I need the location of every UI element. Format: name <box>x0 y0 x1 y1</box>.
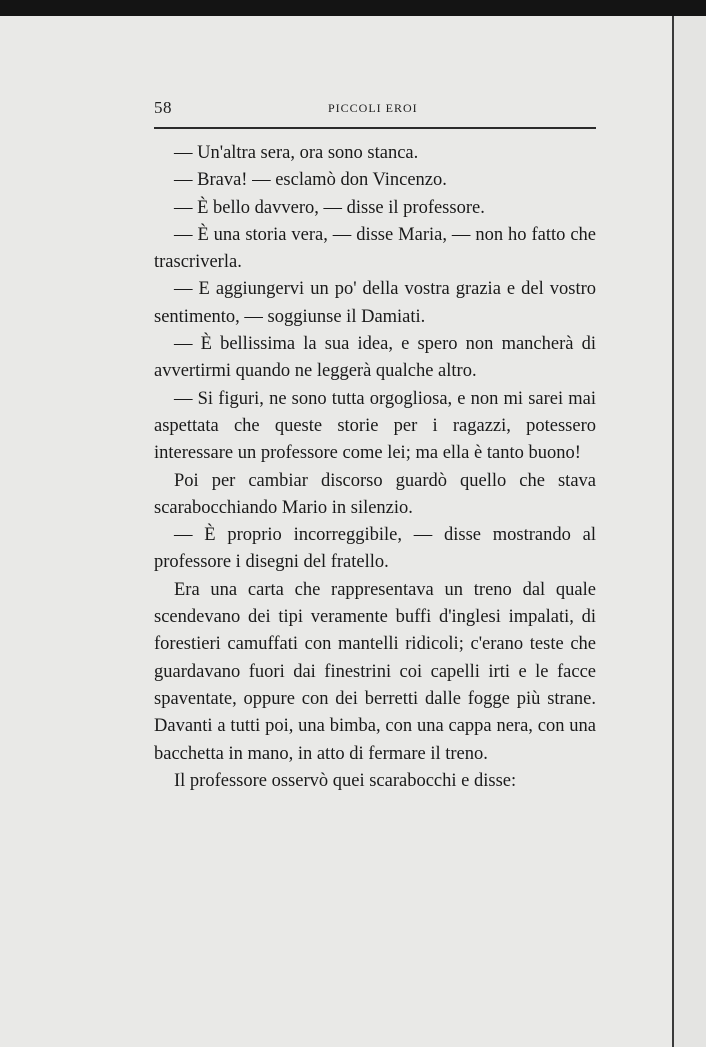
paragraph: Era una carta che rappresentava un treno dal quale scendevano dei tipi veramente buffi d'inglesi impalati, di forestieri camuffati con mantelli ridicoli; c'erano teste che guardavano fuori dai finestrini coi capelli irti e le facce spaventate, oppure con dei berretti dalle fogge più strane. Davanti a tutti poi, una bimba, con una cappa nera, con una bacchetta in mano, in atto di fermare il treno. <box>154 579 596 764</box>
paragraph: — Un'altra sera, ora sono stanca. <box>174 143 419 163</box>
running-title: PICCOLI EROI <box>328 101 418 115</box>
page-number: 58 <box>154 98 172 117</box>
scan-top-border <box>0 0 706 16</box>
paragraph: Poi per cambiar discorso guardò quello che stava scarabocchiando Mario in silenzio. <box>154 470 596 518</box>
paragraph: — È bello davvero, — disse il professore. <box>174 197 485 218</box>
paragraph: — È bellissima la sua idea, e spero non mancherà di avvertirmi quando ne leggerà qualche altro. <box>154 334 596 382</box>
paragraph: Il professore osservò quei scarabocchi e disse: <box>174 770 517 791</box>
body-text <box>154 140 596 795</box>
paragraph: — È proprio incorreggibile, — disse mostrando al professore i disegni del fratello. <box>154 525 596 573</box>
paragraph: — E aggiungervi un po' della vostra grazia e del vostro sentimento, — soggiunse il Damiati. <box>154 279 596 327</box>
header-rule <box>154 127 596 129</box>
paragraph: — Brava! — esclamò don Vincenzo. <box>174 170 447 191</box>
paragraph: — Si figuri, ne sono tutta orgogliosa, e non mi sarei mai aspettata che queste storie per i ragazzi, potessero interessare un professore come lei; ma ella è tanto buono! <box>154 388 596 464</box>
paragraph: — È una storia vera, — disse Maria, — non ho fatto che trascriverla. <box>154 224 596 273</box>
running-header <box>154 98 596 128</box>
scan-right-edge <box>672 16 706 1047</box>
